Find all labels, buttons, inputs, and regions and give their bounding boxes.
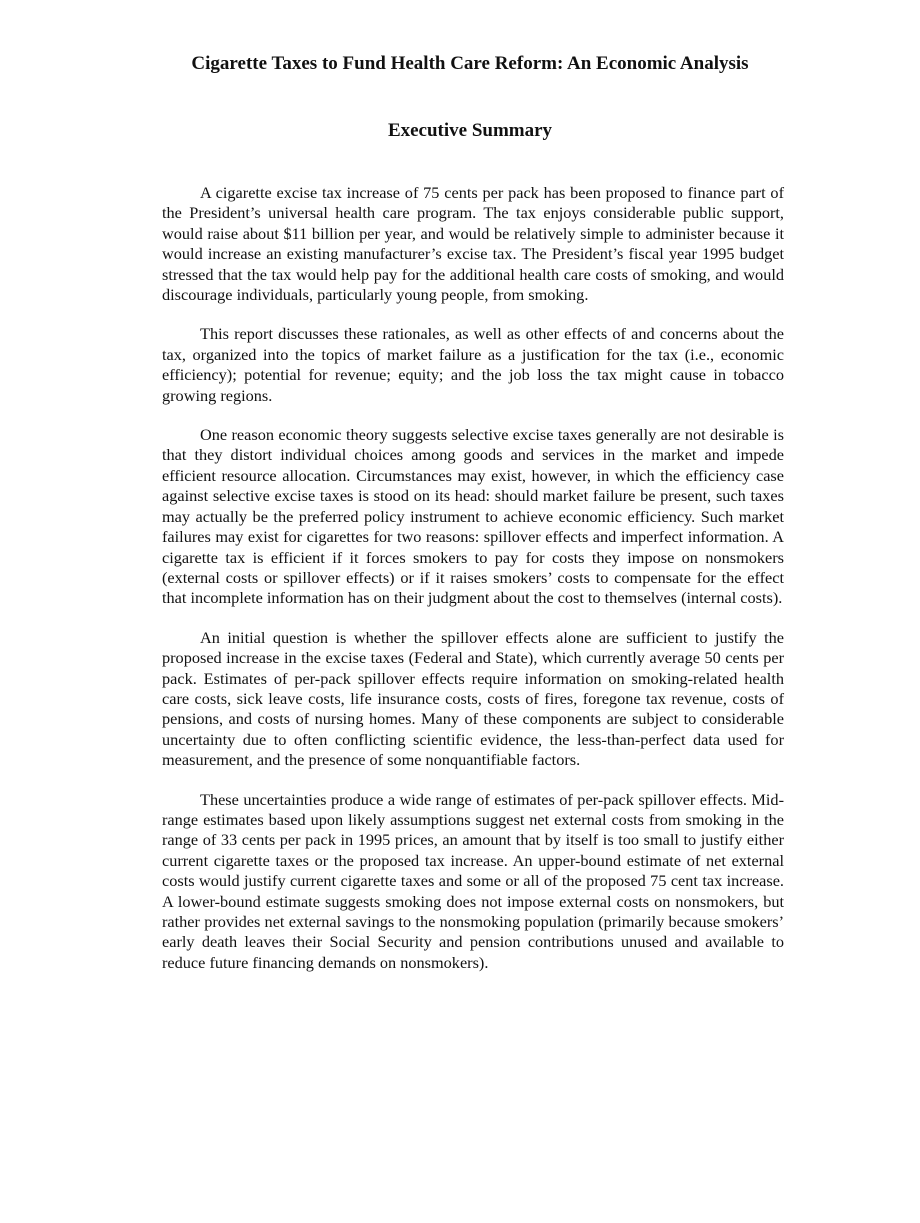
document-title: Cigarette Taxes to Fund Health Care Reform: An Economic Analysis [191,53,749,74]
paragraph-market-failure: One reason economic theory suggests selective excise taxes generally are not desirable is that they distort individual choices among goods and services in the market and impede efficient resource allocation. Circumstances may exist, however, in which the efficiency case against selective excise taxes is stood on its head: should market failure be present, such taxes may actually be the preferred policy instrument to achieve economic efficiency. Such market failures may exist for cigarettes for two reasons: spillover effects and imperfect information. A cigarette tax is efficient if it forces smokers to pay for costs they impose on nonsmokers (external costs or spillover effects) or if it raises smokers’ costs to compensate for the effect that incomplete information has on their judgment about the cost to themselves (internal costs). [162,425,784,608]
paragraph-tax-proposal: A cigarette excise tax increase of 75 cents per pack has been proposed to finance part of the President’s universal health care program. The tax enjoys considerable public support, would raise about $11 billion per year, and would be relatively simple to administer because it would increase an existing manufacturer’s excise tax. The President’s fiscal year 1995 budget stressed that the tax would help pay for the additional health care costs of smoking, and would discourage individuals, particularly young people, from smoking. [162,183,784,305]
paragraph-estimates: These uncertainties produce a wide range of estimates of per-pack spillover effects. Mid-range estimates based upon likely assumptions suggest net external costs from smoking in the range of 33 cents per pack in 1995 prices, an amount that by itself is too small to justify either current cigarette taxes or the proposed tax increase. An upper-bound estimate of net external costs would justify current cigarette taxes and some or all of the proposed 75 cent tax increase. A lower-bound estimate suggests smoking does not impose external costs on nonsmokers, but rather provides net external savings to the nonsmoking population (primarily because smokers’ early death leaves their Social Security and pension contributions unused and available to reduce future financing demands on nonsmokers). [162,789,784,972]
document-body [162,183,784,992]
paragraph-report-scope: This report discusses these rationales, as well as other effects of and concerns about the tax, organized into the topics of market failure as a justification for the tax (i.e., economic efficiency); potential for revenue; equity; and the job loss the tax might cause in tobacco growing regions. [162,324,784,405]
section-heading: Executive Summary [387,120,553,141]
paragraph-spillover-effects: An initial question is whether the spillover effects alone are sufficient to justify the proposed increase in the excise taxes (Federal and State), which currently average 50 cents per pack. Estimates of per-pack spillover effects require information on smoking-related health care costs, sick leave costs, life insurance costs, costs of fires, foregone tax revenue, costs of pensions, and costs of nursing homes. Many of these components are subject to considerable uncertainty due to often conflicting scientific evidence, the less-than-perfect data used for measurement, and the presence of some nonquantifiable factors. [162,627,784,770]
